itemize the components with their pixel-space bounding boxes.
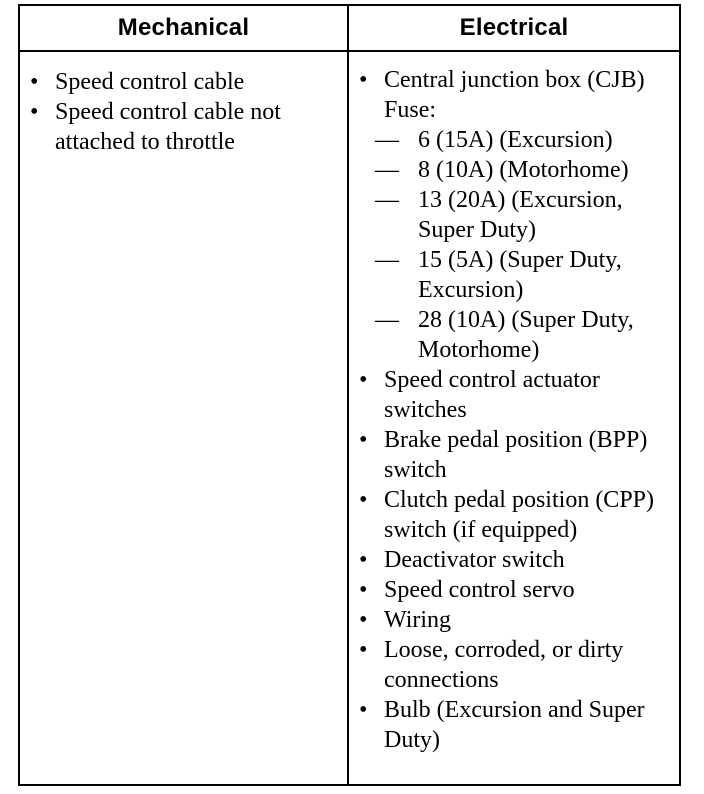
list-item-text: Clutch pedal position (CPP) switch (if equipped) bbox=[384, 487, 654, 543]
list-item bbox=[355, 485, 673, 545]
bullet-icon: • bbox=[30, 69, 39, 95]
list-item-text: Speed control servo bbox=[384, 577, 575, 603]
header-mechanical: Mechanical bbox=[117, 14, 250, 41]
list-item bbox=[26, 97, 336, 157]
list-item bbox=[355, 65, 673, 365]
diagnosis-table bbox=[18, 4, 681, 786]
fuse-subitem-text: 15 (5A) (Super Duty, Excursion) bbox=[418, 247, 622, 303]
list-item-text: Wiring bbox=[384, 607, 452, 633]
dash-icon: — bbox=[375, 187, 399, 213]
fuse-subitem-text: 6 (15A) (Excursion) bbox=[418, 127, 613, 153]
bullet-icon: • bbox=[359, 487, 368, 513]
fuse-subitem bbox=[375, 245, 673, 305]
list-item bbox=[26, 67, 336, 97]
list-item-text: Brake pedal position (BPP) switch bbox=[384, 427, 648, 483]
dash-icon: — bbox=[375, 157, 399, 183]
list-item bbox=[355, 575, 673, 605]
list-item-text: Loose, corroded, or dirty connections bbox=[384, 637, 624, 693]
fuse-subitem bbox=[375, 125, 673, 155]
list-item-text: Speed control cable bbox=[55, 69, 245, 95]
fuse-subitem bbox=[375, 185, 673, 245]
list-item-text: Central junction box (CJB) Fuse: bbox=[384, 67, 645, 123]
bullet-icon: • bbox=[359, 607, 368, 633]
bullet-icon: • bbox=[359, 67, 368, 93]
list-item bbox=[355, 425, 673, 485]
dash-icon: — bbox=[375, 307, 399, 333]
bullet-icon: • bbox=[359, 367, 368, 393]
list-item bbox=[355, 545, 673, 575]
fuse-subitem-text: 13 (20A) (Excursion, Super Duty) bbox=[418, 187, 623, 243]
list-item-text: Speed control actuator switches bbox=[384, 367, 600, 423]
fuse-subitem-text: 28 (10A) (Super Duty, Motorhome) bbox=[418, 307, 634, 363]
bullet-icon: • bbox=[30, 99, 39, 125]
bullet-icon: • bbox=[359, 427, 368, 453]
bullet-icon: • bbox=[359, 697, 368, 723]
list-item bbox=[355, 635, 673, 695]
fuse-sublist bbox=[375, 125, 673, 365]
list-item-text: Bulb (Excursion and Super Duty) bbox=[384, 697, 645, 753]
list-item bbox=[355, 695, 673, 755]
dash-icon: — bbox=[375, 247, 399, 273]
list-item bbox=[355, 605, 673, 635]
fuse-subitem bbox=[375, 155, 673, 185]
dash-icon: — bbox=[375, 127, 399, 153]
mechanical-list bbox=[26, 67, 336, 157]
bullet-icon: • bbox=[359, 547, 368, 573]
list-item-text: Deactivator switch bbox=[384, 547, 565, 573]
bullet-icon: • bbox=[359, 637, 368, 663]
fuse-subitem-text: 8 (10A) (Motorhome) bbox=[418, 157, 629, 183]
header-electrical: Electrical bbox=[459, 14, 569, 41]
column-divider bbox=[347, 6, 349, 784]
list-item bbox=[355, 365, 673, 425]
electrical-list bbox=[355, 65, 673, 755]
fuse-subitem bbox=[375, 305, 673, 365]
bullet-icon: • bbox=[359, 577, 368, 603]
table-header-row bbox=[20, 6, 679, 52]
list-item-text: Speed control cable not attached to throttle bbox=[55, 99, 281, 155]
